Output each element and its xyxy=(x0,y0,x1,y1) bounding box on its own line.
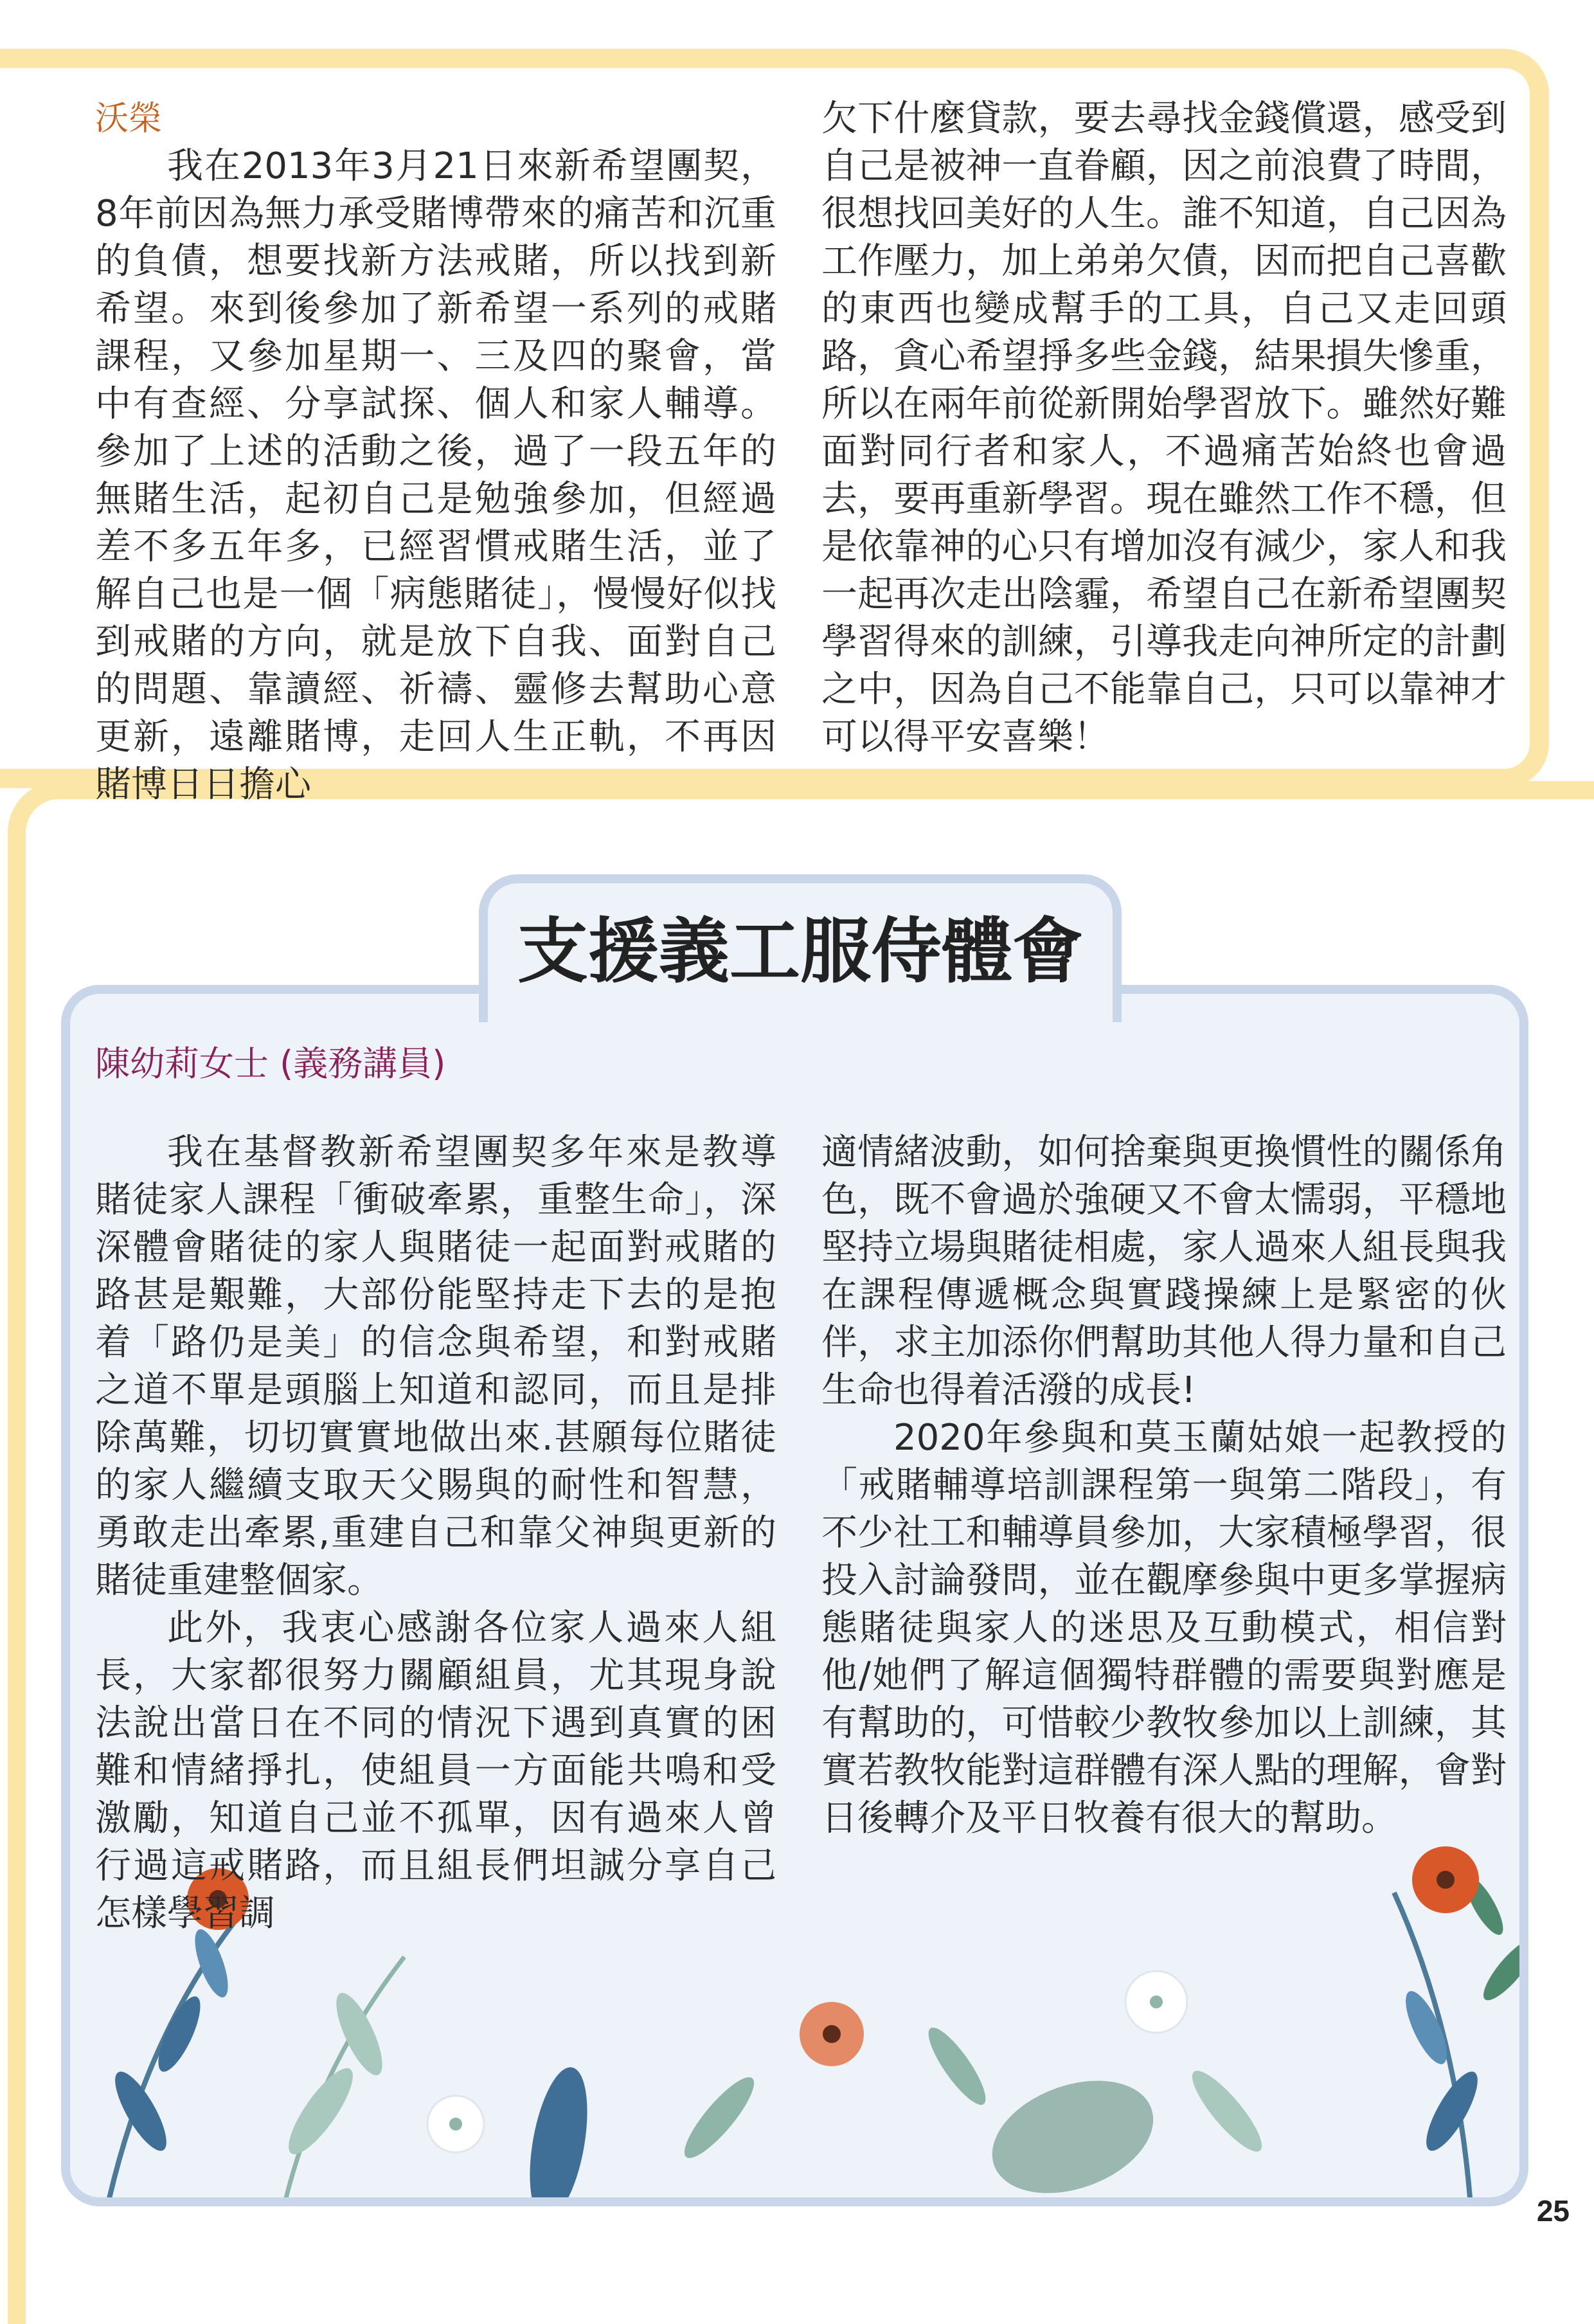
section-left-column xyxy=(95,1129,776,1938)
top-article-right-column xyxy=(821,95,1507,761)
top-article-paragraph-1: 我在2013年3月21日來新希望團契，8年前因為無力承受賭博帶來的痛苦和沉重的負債，想要找新方法戒賭，所以找到新希望。來到後參加了新希望一系列的戒賭課程，又參加星期一、三及四的聚會，當中有查經、分享試探、個人和家人輔導。參加了上述的活動之後，過了一段五年的無賭生活，起初自己是勉強參加，但經過差不多五年多，已經習慣戒賭生活，並了解自己也是一個「病態賭徒」，慢慢好似找到戒賭的方向，就是放下自我、面對自己的問題、靠讀經、祈禱、靈修去幫助心意更新，遠離賭博，走回人生正軌，不再因賭博日日擔心 xyxy=(95,145,776,806)
section-author: 陳幼莉女士 (義務講員) xyxy=(95,1043,446,1084)
section-paragraph-4: 2020年參與和莫玉蘭姑娘一起教授的「戒賭輔導培訓課程第一與第二階段」，有不少社工和輔導員參加，大家積極學習，很投入討論發問，並在觀摩參與中更多掌握病態賭徒與家人的迷思及互動模式，相信對他/她們了解這個獨特群體的需要與對應是有幫助的，可惜較少教牧參加以上訓練，其實若教牧能對這群體有深人點的理解，會對日後轉介及平日牧養有很大的幫助。 xyxy=(821,1417,1507,1839)
section-paragraph-2: 此外，我衷心感謝各位家人過來人組長，大家都很努力關顧組員，尤其現身說法說出當日在不同的情況下遇到真實的困難和情緒掙扎，使組員一方面能共鳴和受激勵，知道自己並不孤單，因有過來人曾行過這戒賭路，而且組長們坦誠分享自己怎樣學習調 xyxy=(95,1607,776,1934)
section-paragraph-3: 適情緒波動，如何捨棄與更換慣性的關係角色，既不會過於強硬又不會太懦弱，平穩地堅持立場與賭徒相處，家人過來人組長與我在課程傳遞概念與實踐操練上是緊密的伙伴，求主加添你們幫助其他人得力量和自己生命也得着活潑的成長! xyxy=(821,1131,1507,1411)
top-article-paragraph-2: 欠下什麼貸款，要去尋找金錢償還，感受到自己是被神一直眷顧，因之前浪費了時間，很想找回美好的人生。誰不知道，自己因為工作壓力，加上弟弟欠債，因而把自己喜歡的東西也變成幫手的工具，自己又走回頭路，貪心希望掙多些金錢，結果損失慘重，所以在兩年前從新開始學習放下。雖然好難面對同行者和家人，不過痛苦始終也會過去，要再重新學習。現在雖然工作不穩，但是依靠神的心只有增加沒有減少，家人和我一起再次走出陰霾，希望自己在新希望團契學習得來的訓練，引導我走向神所定的計劃之中，因為自己不能靠自己，只可以靠神才可以得平安喜樂！ xyxy=(821,98,1507,758)
top-article-left-column xyxy=(95,95,776,809)
section-right-column xyxy=(821,1129,1507,1842)
page-number: 25 xyxy=(1536,2194,1570,2228)
top-article-author: 沃榮 xyxy=(95,100,163,138)
section-title: 支援義工服侍體會 xyxy=(517,910,1083,993)
section-paragraph-1: 我在基督教新希望團契多年來是教導賭徒家人課程「衝破牽累，重整生命」，深深體會賭徒的家人與賭徒一起面對戒賭的路甚是艱難，大部份能堅持走下去的是抱着「路仍是美」的信念與希望，和對戒賭之道不單是頭腦上知道和認同，而且是排除萬難，切切實實地做出來.甚願每位賭徒的家人繼續支取天父賜與的耐性和智慧，勇敢走出牽累,重建自己和靠父神與更新的賭徒重建整個家。 xyxy=(95,1131,776,1601)
